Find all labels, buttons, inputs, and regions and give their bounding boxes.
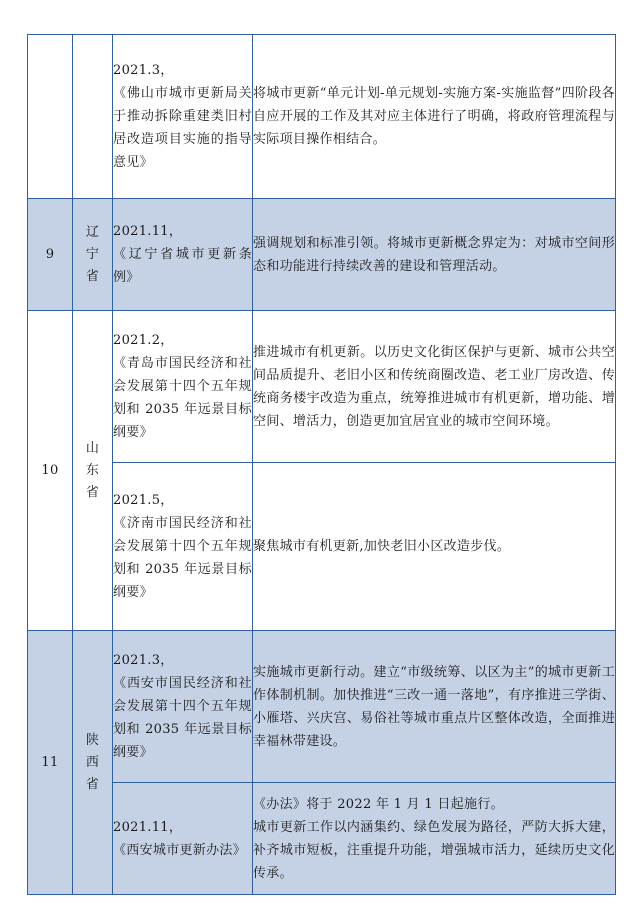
document-title: 《济南市国民经济和社会发展第十四个五年规划和 2035 年远景目标纲要》: [113, 516, 252, 600]
table-row: [28, 783, 616, 895]
table-row: [28, 311, 616, 463]
description-line: 城市更新工作以内涵集约、绿色发展为路径，严防大拆大建，补齐城市短板，注重提升功能，增强城市活力，延续历史文化传承。: [253, 819, 615, 881]
document-date: 2021.11，: [113, 819, 183, 835]
province-name: 山东省: [85, 440, 100, 500]
province-name: 辽宁省: [85, 224, 100, 284]
document-date: 2021.3，: [113, 63, 174, 78]
province-name: 陕西省: [85, 732, 100, 792]
document-cell: [113, 35, 253, 199]
row-number-cell: 9: [28, 199, 73, 311]
description-cell: [253, 783, 616, 895]
document-date: 2021.3，: [113, 653, 174, 668]
document-title: 《西安市国民经济和社会发展第十四个五年规划和 2035 年远景目标纲要》: [113, 676, 252, 760]
row-number-cell: [28, 35, 73, 199]
table-row: [28, 35, 616, 199]
description-cell: 推进城市有机更新。以历史文化街区保护与更新、城市公共空间品质提升、老旧小区和传统商圈改造、老工业厂房改造、传统商务楼宇改造为重点，统筹推进城市有机更新，增功能、增空间、增活力，创造更加宜居宜业的城市空间环境。: [253, 311, 616, 463]
document-date: 2021.5，: [113, 493, 174, 508]
document-date: 2021.11，: [113, 224, 183, 239]
row-number-cell: 11: [28, 631, 73, 895]
table-row: [28, 199, 616, 311]
document-cell: [113, 783, 253, 895]
document-cell: [113, 199, 253, 311]
description-line: 《办法》将于 2022 年 1 月 1 日起施行。: [253, 796, 504, 812]
description-cell: 聚焦城市有机更新,加快老旧小区改造步伐。: [253, 463, 616, 631]
document-title: 《辽宁省城市更新条例》: [113, 247, 252, 285]
province-cell: [73, 631, 113, 895]
policy-table: [27, 34, 616, 895]
province-cell: [73, 35, 113, 199]
table-row: [28, 631, 616, 783]
document-title: 《青岛市国民经济和社会发展第十四个五年规划和 2035 年远景目标纲要》: [113, 356, 252, 440]
description-cell: 将城市更新“单元计划-单元规划-实施方案-实施监督”四阶段各自应开展的工作及其对应主体进行了明确，将政府管理流程与实际项目操作相结合。: [253, 35, 616, 199]
document-title: 《佛山市城市更新局关于推动拆除重建类旧村居改造项目实施的指导意见》: [113, 86, 252, 170]
row-number-cell: 10: [28, 311, 73, 631]
document-cell: [113, 463, 253, 631]
document-cell: [113, 311, 253, 463]
province-cell: [73, 199, 113, 311]
description-cell: 实施城市更新行动。建立“市级统筹、以区为主”的城市更新工作体制机制。加快推进“三改一通一落地”，有序推进三学街、小雁塔、兴庆宫、易俗社等城市重点片区整体改造，全面推进幸福林带建设。: [253, 631, 616, 783]
table-row: [28, 463, 616, 631]
description-cell: 强调规划和标准引领。将城市更新概念界定为：对城市空间形态和功能进行持续改善的建设和管理活动。: [253, 199, 616, 311]
document-cell: [113, 631, 253, 783]
document-title: 《西安城市更新办法》: [113, 842, 247, 858]
document-date: 2021.2，: [113, 333, 174, 348]
province-cell: [73, 311, 113, 631]
